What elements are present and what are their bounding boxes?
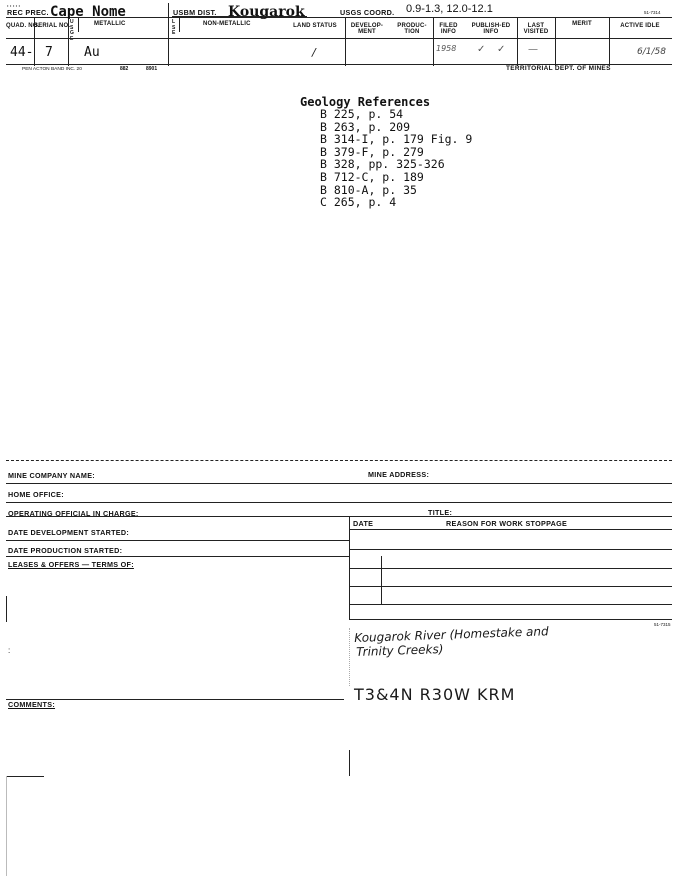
row-quad: 44- — [10, 45, 34, 60]
printer-code-1: 882 — [120, 66, 129, 72]
handwritten-location-note-1: Kougarok River (Homestake and — [354, 624, 549, 645]
row-published-info: ✓ — [497, 44, 506, 55]
row-land-status: / — [312, 46, 316, 59]
header-col-rule — [6, 38, 672, 39]
stoppage-date-divider — [381, 556, 382, 604]
col-usge: U S G E — [70, 19, 75, 42]
title-label: TITLE: — [428, 508, 453, 517]
col-active-idle: ACTIVE IDLE — [620, 23, 660, 29]
comments-label: COMMENTS: — [8, 700, 56, 709]
geology-reference: B 810-A, p. 35 — [320, 182, 417, 197]
rec-prec-value: Cape Nome — [50, 4, 126, 20]
row-serial: 7 — [45, 45, 53, 60]
department-name: TERRITORIAL DEPT. OF MINES — [506, 65, 611, 72]
printer-code-2: 8901 — [146, 66, 158, 72]
mine-company-name-label: MINE COMPANY NAME: — [8, 471, 95, 480]
col-development: DEVELOP-MENT — [350, 23, 384, 35]
usbm-dist-value: Kougarok — [228, 4, 305, 20]
stoppage-left-divider — [349, 516, 350, 620]
form-rule — [6, 483, 672, 484]
header-tiny-mark: • • • • • — [7, 3, 21, 8]
stoppage-rule — [349, 568, 672, 569]
col-divider — [433, 18, 434, 66]
form-rule — [6, 556, 349, 557]
home-office-label: HOME OFFICE: — [8, 490, 64, 499]
form-rule — [6, 540, 349, 541]
col-divider — [345, 18, 346, 66]
stoppage-rule — [349, 529, 672, 530]
geology-reference: B 263, p. 209 — [320, 119, 411, 134]
lower-right-divider — [349, 628, 350, 686]
date-production-started-label: DATE PRODUCTION STARTED: — [8, 546, 123, 555]
geology-reference: B 712-C, p. 189 — [320, 169, 424, 184]
form-number-bottom: 51-7315 — [654, 622, 671, 627]
geology-heading: Geology References — [300, 95, 431, 109]
leases-offers-label: LEASES & OFFERS — TERMS OF: — [8, 560, 134, 569]
col-divider — [168, 18, 169, 66]
page-left-edge — [6, 776, 7, 876]
col-divider — [179, 18, 180, 32]
col-divider — [78, 18, 79, 32]
col-divider — [517, 18, 518, 66]
row-filed-info: ✓ — [477, 44, 486, 55]
leases-margin-mark — [6, 596, 7, 622]
col-non-metallic: NON-METALLIC — [203, 21, 251, 27]
date-development-started-label: DATE DEVELOPMENT STARTED: — [8, 528, 130, 537]
section-separator — [6, 460, 672, 461]
col-quad-no: QUAD. NO. — [6, 23, 40, 29]
col-divider — [609, 18, 610, 66]
form-rule — [6, 502, 672, 503]
form-rule — [6, 516, 672, 517]
col-lse: L S E — [172, 19, 176, 36]
usbm-underline — [172, 16, 307, 17]
form-number-top: 51-7314 — [644, 10, 661, 15]
printer-imprint: PEN ACTON BAND INC. 20 — [22, 67, 82, 72]
col-divider — [555, 18, 556, 66]
row-last-visited: — — [528, 44, 538, 55]
handwritten-location-note-2: Trinity Creeks) — [356, 641, 444, 659]
comments-right-mark — [349, 750, 350, 776]
geology-reference: B 225, p. 54 — [320, 107, 404, 121]
usgs-coord-label: USGS COORD. — [340, 8, 395, 17]
usbm-dist-label: USBM DIST. — [173, 8, 217, 17]
col-production: PRODUC-TION — [397, 23, 427, 35]
form-rule — [6, 699, 344, 700]
col-land-status: LAND STATUS — [293, 23, 337, 29]
stoppage-rule — [349, 549, 672, 550]
col-divider — [68, 18, 69, 66]
usgs-coord-value: 0.9-1.3, 12.0-12.1 — [406, 3, 493, 15]
col-divider — [34, 18, 35, 66]
geology-reference: C 265, p. 4 — [320, 195, 397, 210]
col-filed-info: FILED INFO — [439, 23, 458, 35]
reason-stoppage-label: REASON FOR WORK STOPPAGE — [446, 519, 568, 528]
row-active-idle: 6/1/58 — [637, 47, 666, 57]
rec-prec-label: REC PREC. — [7, 8, 49, 17]
row-metallic: Au — [84, 45, 100, 60]
comments-bottom-stub — [6, 776, 44, 777]
stoppage-rule — [349, 604, 672, 605]
mine-address-label: MINE ADDRESS: — [368, 470, 430, 479]
geology-reference: B 379-F, p. 279 — [320, 144, 424, 159]
col-published-info: PUBLISH-ED INFO — [471, 23, 511, 35]
row-production: 1958 — [436, 44, 457, 53]
geology-reference: B 314-I, p. 179 Fig. 9 — [320, 132, 473, 147]
stoppage-bottom-rule — [349, 619, 672, 620]
stoppage-rule — [349, 586, 672, 587]
operating-official-label: OPERATING OFFICIAL IN CHARGE: — [8, 509, 139, 518]
col-merit: MERIT — [572, 21, 592, 27]
col-last-visited: LAST VISITED — [523, 23, 549, 35]
geology-reference: B 328, pp. 325-326 — [320, 157, 445, 172]
margin-mark: : — [8, 646, 11, 655]
col-metallic: METALLIC — [94, 21, 126, 27]
handwritten-township-range: T3&4N R30W KRM — [354, 685, 516, 704]
date-column-label: DATE — [353, 519, 374, 528]
header-divider-1 — [168, 3, 169, 17]
col-serial-no: SERIAL NO. — [34, 23, 71, 29]
geology-reference-list — [320, 108, 472, 209]
